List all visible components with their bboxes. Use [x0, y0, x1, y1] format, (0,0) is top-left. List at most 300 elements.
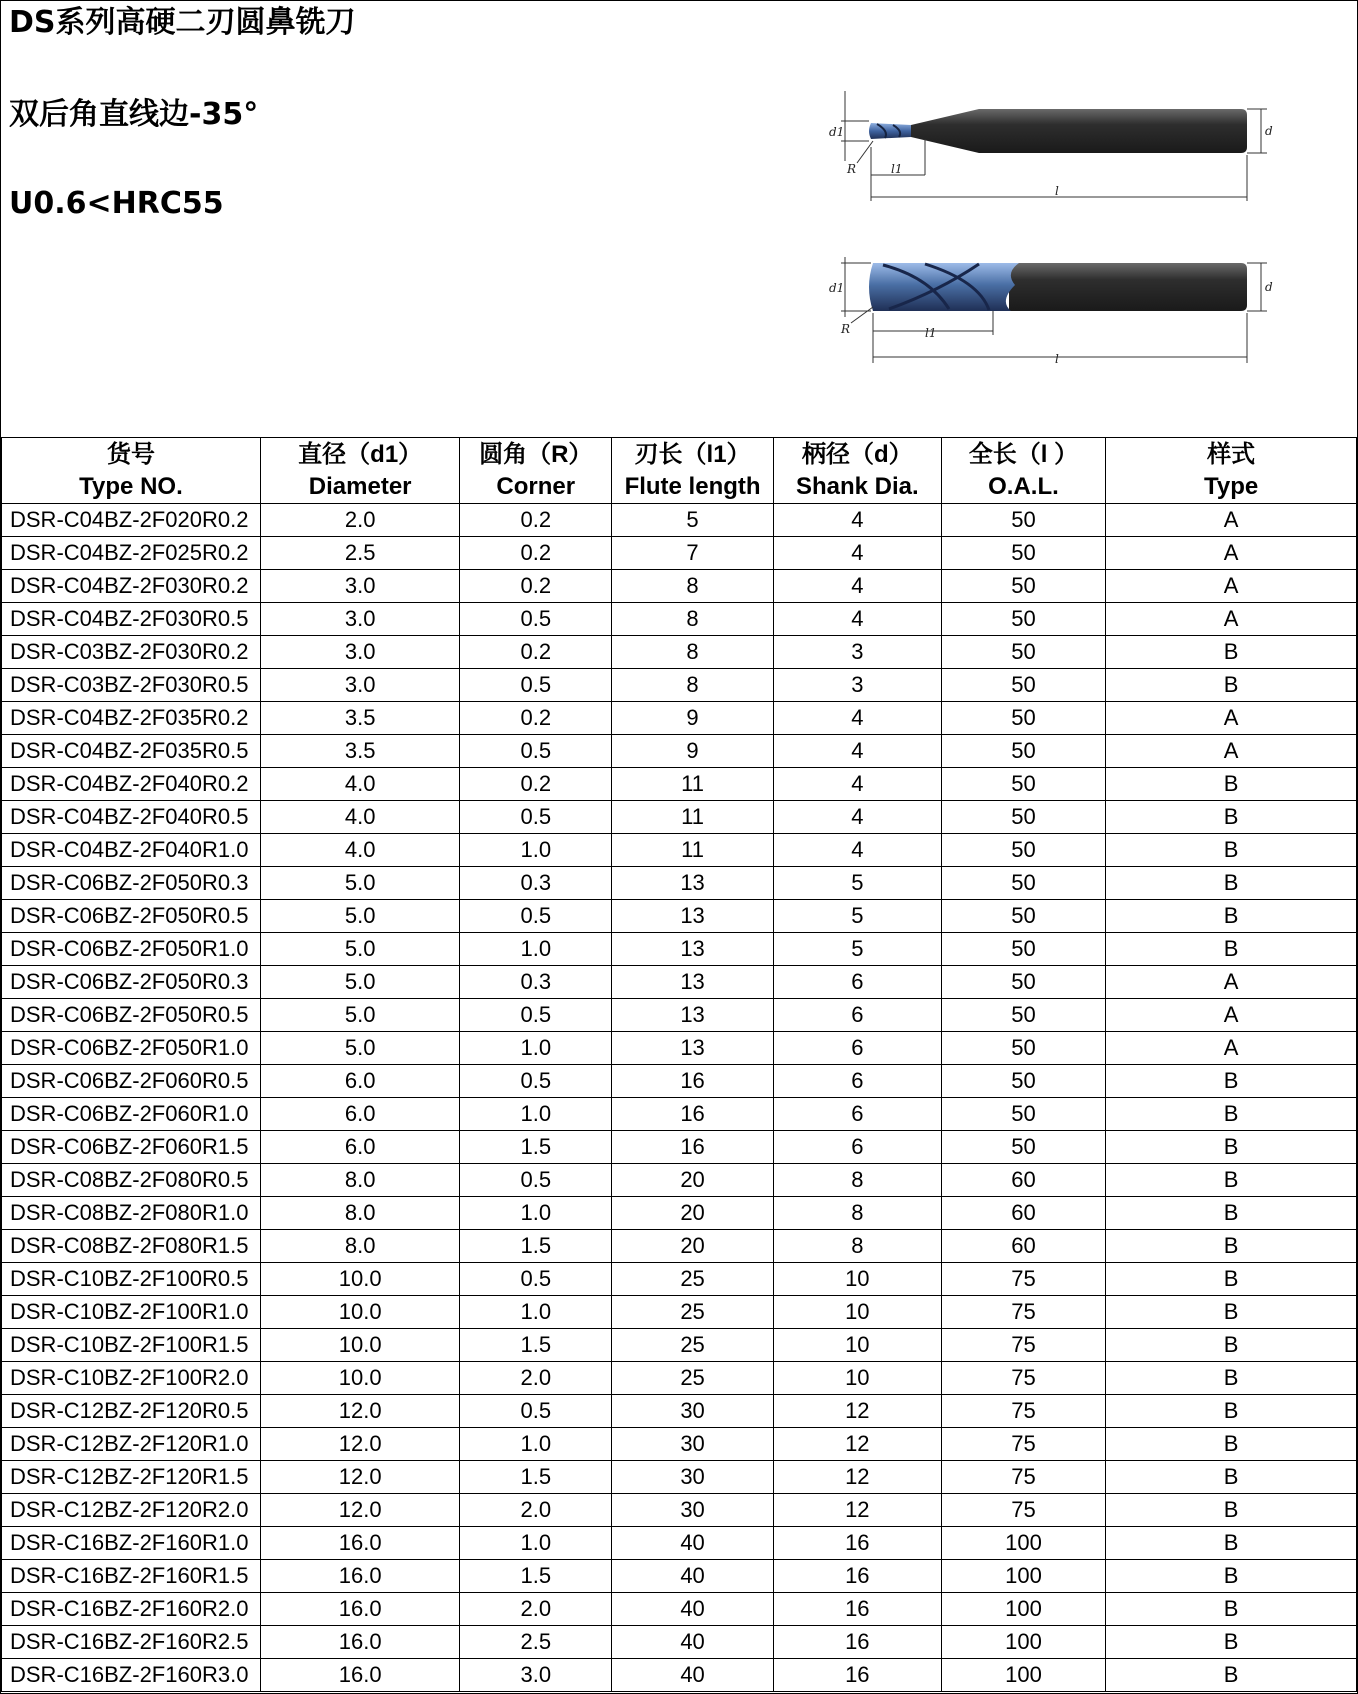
cell-diameter: 12.0 — [260, 1395, 459, 1428]
cell-type-no: DSR-C06BZ-2F060R1.5 — [2, 1131, 261, 1164]
col-header-corner — [460, 438, 612, 504]
cell-flute-length: 20 — [612, 1197, 774, 1230]
cell-type-no: DSR-C16BZ-2F160R1.5 — [2, 1560, 261, 1593]
cell-shank-dia: 6 — [773, 1098, 941, 1131]
cell-shank-dia: 5 — [773, 900, 941, 933]
table-row — [2, 1560, 1357, 1593]
cell-corner: 1.5 — [460, 1131, 612, 1164]
cell-corner: 0.5 — [460, 900, 612, 933]
col-header-flute-length — [612, 438, 774, 504]
cell-oal: 50 — [941, 999, 1106, 1032]
cell-flute-length: 40 — [612, 1626, 774, 1659]
cell-corner: 1.0 — [460, 1098, 612, 1131]
table-row — [2, 504, 1357, 537]
cell-flute-length: 25 — [612, 1329, 774, 1362]
table-row — [2, 1626, 1357, 1659]
cell-type: A — [1106, 702, 1357, 735]
cell-type-no: DSR-C06BZ-2F050R1.0 — [2, 933, 261, 966]
cell-type-no: DSR-C04BZ-2F025R0.2 — [2, 537, 261, 570]
cell-flute-length: 11 — [612, 834, 774, 867]
table-row — [2, 1164, 1357, 1197]
label-l: l — [1055, 184, 1059, 198]
cell-type-no: DSR-C10BZ-2F100R1.5 — [2, 1329, 261, 1362]
cell-type: B — [1106, 1395, 1357, 1428]
table-row — [2, 1428, 1357, 1461]
cell-oal: 50 — [941, 735, 1106, 768]
label-l1: l1 — [891, 162, 903, 176]
col-header-type — [1106, 438, 1357, 504]
table-row — [2, 966, 1357, 999]
cell-type: B — [1106, 933, 1357, 966]
cell-flute-length: 40 — [612, 1560, 774, 1593]
cell-corner: 0.5 — [460, 603, 612, 636]
cell-type-no: DSR-C16BZ-2F160R3.0 — [2, 1659, 261, 1692]
table-row — [2, 1263, 1357, 1296]
cell-corner: 1.0 — [460, 933, 612, 966]
table-row — [2, 1395, 1357, 1428]
cell-type: B — [1106, 1230, 1357, 1263]
shank-shape — [979, 109, 1247, 153]
cell-corner: 0.5 — [460, 669, 612, 702]
cell-shank-dia: 8 — [773, 1230, 941, 1263]
cell-oal: 50 — [941, 702, 1106, 735]
cell-type-no: DSR-C08BZ-2F080R0.5 — [2, 1164, 261, 1197]
table-row — [2, 867, 1357, 900]
cell-corner: 1.0 — [460, 1428, 612, 1461]
cell-oal: 100 — [941, 1527, 1106, 1560]
header-en: O.A.L. — [988, 472, 1059, 500]
cell-shank-dia: 6 — [773, 966, 941, 999]
cell-type-no: DSR-C12BZ-2F120R1.0 — [2, 1428, 261, 1461]
header-en: Corner — [496, 472, 576, 500]
cell-type: B — [1106, 834, 1357, 867]
cell-diameter: 2.5 — [260, 537, 459, 570]
spec-table — [1, 437, 1357, 1692]
cell-type-no: DSR-C08BZ-2F080R1.5 — [2, 1230, 261, 1263]
cell-diameter: 6.0 — [260, 1065, 459, 1098]
cell-type: B — [1106, 636, 1357, 669]
cell-type: B — [1106, 801, 1357, 834]
cell-type-no: DSR-C12BZ-2F120R1.5 — [2, 1461, 261, 1494]
cell-flute-length: 40 — [612, 1659, 774, 1692]
table-row — [2, 1131, 1357, 1164]
cell-flute-length: 7 — [612, 537, 774, 570]
cell-flute-length: 13 — [612, 933, 774, 966]
cell-type: B — [1106, 1065, 1357, 1098]
cell-type: B — [1106, 1098, 1357, 1131]
header-zh: 圆角（R） — [479, 440, 593, 468]
cell-type-no: DSR-C12BZ-2F120R2.0 — [2, 1494, 261, 1527]
cell-flute-length: 20 — [612, 1230, 774, 1263]
cell-type-no: DSR-C16BZ-2F160R1.0 — [2, 1527, 261, 1560]
cell-diameter: 10.0 — [260, 1362, 459, 1395]
cell-type: B — [1106, 1263, 1357, 1296]
cell-flute-length: 16 — [612, 1065, 774, 1098]
cell-shank-dia: 10 — [773, 1263, 941, 1296]
cutting-head-shape — [869, 123, 911, 139]
cell-shank-dia: 4 — [773, 702, 941, 735]
cell-flute-length: 13 — [612, 1032, 774, 1065]
cell-shank-dia: 4 — [773, 768, 941, 801]
cell-type-no: DSR-C10BZ-2F100R1.0 — [2, 1296, 261, 1329]
tool-drawing-type-a-svg — [829, 81, 1289, 211]
cell-shank-dia: 5 — [773, 867, 941, 900]
cell-type: B — [1106, 1593, 1357, 1626]
cell-diameter: 5.0 — [260, 966, 459, 999]
table-row — [2, 1494, 1357, 1527]
cell-corner: 2.0 — [460, 1593, 612, 1626]
cell-type-no: DSR-C12BZ-2F120R0.5 — [2, 1395, 261, 1428]
cell-flute-length: 30 — [612, 1428, 774, 1461]
cell-corner: 0.5 — [460, 1395, 612, 1428]
cell-corner: 2.5 — [460, 1626, 612, 1659]
cell-type: B — [1106, 1527, 1357, 1560]
cell-shank-dia: 16 — [773, 1593, 941, 1626]
label-d1: d1 — [829, 125, 845, 139]
tool-drawing-type-b-svg — [829, 251, 1289, 376]
cell-corner: 2.0 — [460, 1362, 612, 1395]
cell-flute-length: 13 — [612, 867, 774, 900]
cell-oal: 100 — [941, 1626, 1106, 1659]
table-row — [2, 603, 1357, 636]
table-row — [2, 1065, 1357, 1098]
header-zh: 全长（l ） — [968, 440, 1079, 468]
cell-diameter: 5.0 — [260, 933, 459, 966]
cell-corner: 0.5 — [460, 1065, 612, 1098]
cell-oal: 50 — [941, 900, 1106, 933]
cell-corner: 0.3 — [460, 966, 612, 999]
table-row — [2, 669, 1357, 702]
cell-type: B — [1106, 1494, 1357, 1527]
cell-shank-dia: 4 — [773, 834, 941, 867]
cell-type-no: DSR-C04BZ-2F030R0.2 — [2, 570, 261, 603]
cell-type: A — [1106, 504, 1357, 537]
cell-diameter: 5.0 — [260, 999, 459, 1032]
cell-flute-length: 8 — [612, 603, 774, 636]
label-d: d — [1265, 280, 1273, 294]
table-row — [2, 1461, 1357, 1494]
cell-shank-dia: 8 — [773, 1197, 941, 1230]
cell-flute-length: 8 — [612, 636, 774, 669]
table-row — [2, 1098, 1357, 1131]
cell-corner: 0.3 — [460, 867, 612, 900]
cell-type: A — [1106, 570, 1357, 603]
header-en: Shank Dia. — [795, 472, 919, 500]
cell-shank-dia: 16 — [773, 1560, 941, 1593]
cell-corner: 3.0 — [460, 1659, 612, 1692]
cell-corner: 1.5 — [460, 1560, 612, 1593]
cell-corner: 1.0 — [460, 1296, 612, 1329]
cell-oal: 50 — [941, 801, 1106, 834]
header-zh: 货号 — [106, 440, 155, 468]
cell-type: B — [1106, 1659, 1357, 1692]
cell-type: A — [1106, 999, 1357, 1032]
cell-corner: 0.2 — [460, 702, 612, 735]
cell-flute-length: 30 — [612, 1494, 774, 1527]
cell-diameter: 3.0 — [260, 669, 459, 702]
product-subtitle: 双后角直线边-35° — [9, 97, 259, 132]
cell-shank-dia: 4 — [773, 504, 941, 537]
cell-diameter: 10.0 — [260, 1329, 459, 1362]
cell-oal: 50 — [941, 636, 1106, 669]
cell-corner: 0.2 — [460, 504, 612, 537]
table-header-row — [2, 438, 1357, 504]
cell-corner: 0.5 — [460, 735, 612, 768]
cell-corner: 0.5 — [460, 801, 612, 834]
table-row — [2, 570, 1357, 603]
cell-type-no: DSR-C04BZ-2F030R0.5 — [2, 603, 261, 636]
cell-shank-dia: 10 — [773, 1362, 941, 1395]
col-header-diameter — [260, 438, 459, 504]
cell-oal: 75 — [941, 1296, 1106, 1329]
cell-corner: 0.5 — [460, 999, 612, 1032]
cell-flute-length: 16 — [612, 1131, 774, 1164]
label-l: l — [1055, 352, 1059, 366]
table-row — [2, 1362, 1357, 1395]
tool-drawing-type-b — [829, 251, 1289, 376]
label-l1: l1 — [925, 326, 937, 340]
table-row — [2, 1593, 1357, 1626]
cell-oal: 50 — [941, 834, 1106, 867]
cell-shank-dia: 3 — [773, 636, 941, 669]
cell-diameter: 8.0 — [260, 1230, 459, 1263]
cell-flute-length: 13 — [612, 999, 774, 1032]
cell-corner: 1.5 — [460, 1329, 612, 1362]
cell-shank-dia: 3 — [773, 669, 941, 702]
header-en: Type — [1204, 472, 1259, 500]
cell-type-no: DSR-C04BZ-2F035R0.5 — [2, 735, 261, 768]
table-row — [2, 1659, 1357, 1692]
cell-diameter: 3.0 — [260, 603, 459, 636]
label-r: R — [847, 162, 857, 176]
col-header-type-no — [2, 438, 261, 504]
header-zh: 直径（d1） — [298, 440, 423, 468]
cell-oal: 50 — [941, 603, 1106, 636]
cell-shank-dia: 16 — [773, 1626, 941, 1659]
cell-diameter: 16.0 — [260, 1626, 459, 1659]
table-row — [2, 768, 1357, 801]
cell-type: B — [1106, 669, 1357, 702]
cell-shank-dia: 5 — [773, 933, 941, 966]
cell-type-no: DSR-C04BZ-2F040R0.2 — [2, 768, 261, 801]
cell-corner: 1.0 — [460, 1527, 612, 1560]
cell-corner: 1.0 — [460, 1032, 612, 1065]
cell-shank-dia: 10 — [773, 1296, 941, 1329]
cell-oal: 60 — [941, 1230, 1106, 1263]
table-row — [2, 801, 1357, 834]
cell-shank-dia: 12 — [773, 1395, 941, 1428]
cell-shank-dia: 16 — [773, 1659, 941, 1692]
cell-flute-length: 16 — [612, 1098, 774, 1131]
cell-diameter: 3.5 — [260, 735, 459, 768]
table-row — [2, 537, 1357, 570]
cell-diameter: 8.0 — [260, 1197, 459, 1230]
cell-type: B — [1106, 1164, 1357, 1197]
table-row — [2, 636, 1357, 669]
cell-diameter: 3.0 — [260, 570, 459, 603]
tool-drawing-type-a — [829, 81, 1289, 211]
col-header-shank-dia — [773, 438, 941, 504]
cell-oal: 50 — [941, 570, 1106, 603]
cell-shank-dia: 4 — [773, 570, 941, 603]
cell-shank-dia: 10 — [773, 1329, 941, 1362]
cell-flute-length: 20 — [612, 1164, 774, 1197]
cell-type-no: DSR-C06BZ-2F060R0.5 — [2, 1065, 261, 1098]
table-body — [2, 504, 1357, 1692]
cell-oal: 75 — [941, 1461, 1106, 1494]
cell-type: B — [1106, 1626, 1357, 1659]
table-row — [2, 702, 1357, 735]
cell-oal: 50 — [941, 504, 1106, 537]
cell-diameter: 4.0 — [260, 768, 459, 801]
cell-type: B — [1106, 900, 1357, 933]
cell-flute-length: 8 — [612, 570, 774, 603]
table-row — [2, 1230, 1357, 1263]
cell-corner: 0.2 — [460, 570, 612, 603]
cell-corner: 0.5 — [460, 1164, 612, 1197]
cell-type: B — [1106, 1560, 1357, 1593]
cell-oal: 75 — [941, 1428, 1106, 1461]
cell-type: B — [1106, 867, 1357, 900]
cell-type-no: DSR-C04BZ-2F035R0.2 — [2, 702, 261, 735]
cell-diameter: 16.0 — [260, 1659, 459, 1692]
cell-flute-length: 11 — [612, 801, 774, 834]
cell-type: A — [1106, 1032, 1357, 1065]
cell-flute-length: 40 — [612, 1593, 774, 1626]
table-row — [2, 1296, 1357, 1329]
cell-flute-length: 40 — [612, 1527, 774, 1560]
cell-diameter: 16.0 — [260, 1527, 459, 1560]
cell-type: B — [1106, 768, 1357, 801]
cell-type: B — [1106, 1428, 1357, 1461]
hardness-spec: U0.6<HRC55 — [9, 186, 224, 221]
cell-type-no: DSR-C06BZ-2F050R1.0 — [2, 1032, 261, 1065]
cell-type-no: DSR-C04BZ-2F040R1.0 — [2, 834, 261, 867]
cell-type: A — [1106, 537, 1357, 570]
cell-flute-length: 11 — [612, 768, 774, 801]
cell-flute-length: 13 — [612, 900, 774, 933]
cell-shank-dia: 6 — [773, 1032, 941, 1065]
cell-type: B — [1106, 1197, 1357, 1230]
cell-oal: 50 — [941, 1032, 1106, 1065]
header-en: Diameter — [308, 472, 412, 500]
cell-type: A — [1106, 966, 1357, 999]
cell-type: B — [1106, 1362, 1357, 1395]
cell-flute-length: 30 — [612, 1461, 774, 1494]
cell-corner: 1.5 — [460, 1230, 612, 1263]
cell-shank-dia: 12 — [773, 1428, 941, 1461]
cell-type-no: DSR-C16BZ-2F160R2.0 — [2, 1593, 261, 1626]
cell-oal: 60 — [941, 1197, 1106, 1230]
cell-type-no: DSR-C06BZ-2F050R0.5 — [2, 999, 261, 1032]
cell-oal: 75 — [941, 1395, 1106, 1428]
cell-flute-length: 9 — [612, 735, 774, 768]
cell-type-no: DSR-C10BZ-2F100R0.5 — [2, 1263, 261, 1296]
cell-shank-dia: 6 — [773, 1131, 941, 1164]
cell-type-no: DSR-C06BZ-2F050R0.5 — [2, 900, 261, 933]
cell-corner: 0.5 — [460, 1263, 612, 1296]
cell-type-no: DSR-C06BZ-2F050R0.3 — [2, 867, 261, 900]
cell-corner: 0.2 — [460, 636, 612, 669]
cell-corner: 2.0 — [460, 1494, 612, 1527]
cell-shank-dia: 16 — [773, 1527, 941, 1560]
cell-oal: 100 — [941, 1659, 1106, 1692]
cell-shank-dia: 12 — [773, 1494, 941, 1527]
cell-type-no: DSR-C08BZ-2F080R1.0 — [2, 1197, 261, 1230]
table-row — [2, 1329, 1357, 1362]
header-zh: 柄径（d） — [801, 440, 913, 468]
cell-shank-dia: 4 — [773, 801, 941, 834]
cell-flute-length: 25 — [612, 1296, 774, 1329]
cell-shank-dia: 6 — [773, 1065, 941, 1098]
cell-corner: 1.0 — [460, 834, 612, 867]
cell-type-no: DSR-C10BZ-2F100R2.0 — [2, 1362, 261, 1395]
cell-shank-dia: 8 — [773, 1164, 941, 1197]
cell-type-no: DSR-C04BZ-2F020R0.2 — [2, 504, 261, 537]
cell-oal: 50 — [941, 1131, 1106, 1164]
cell-flute-length: 9 — [612, 702, 774, 735]
cell-oal: 50 — [941, 966, 1106, 999]
cell-oal: 75 — [941, 1494, 1106, 1527]
cell-diameter: 8.0 — [260, 1164, 459, 1197]
cell-flute-length: 25 — [612, 1263, 774, 1296]
cell-diameter: 12.0 — [260, 1428, 459, 1461]
cell-oal: 60 — [941, 1164, 1106, 1197]
cell-oal: 75 — [941, 1362, 1106, 1395]
cell-diameter: 10.0 — [260, 1296, 459, 1329]
cell-flute-length: 8 — [612, 669, 774, 702]
cell-diameter: 10.0 — [260, 1263, 459, 1296]
cell-diameter: 5.0 — [260, 1032, 459, 1065]
cell-shank-dia: 4 — [773, 537, 941, 570]
cell-diameter: 5.0 — [260, 867, 459, 900]
cell-diameter: 16.0 — [260, 1560, 459, 1593]
cell-diameter: 6.0 — [260, 1131, 459, 1164]
cell-diameter: 5.0 — [260, 900, 459, 933]
label-d1: d1 — [829, 281, 845, 295]
cell-oal: 100 — [941, 1593, 1106, 1626]
cell-type: B — [1106, 1296, 1357, 1329]
cell-type-no: DSR-C06BZ-2F060R1.0 — [2, 1098, 261, 1131]
header-en: Flute length — [624, 472, 761, 500]
table-row — [2, 735, 1357, 768]
header-zh: 刃长（l1） — [634, 440, 751, 468]
cell-type: B — [1106, 1461, 1357, 1494]
header-panel — [1, 1, 1357, 437]
table-row — [2, 1527, 1357, 1560]
cell-oal: 75 — [941, 1263, 1106, 1296]
table-row — [2, 900, 1357, 933]
cell-oal: 100 — [941, 1560, 1106, 1593]
cell-corner: 1.5 — [460, 1461, 612, 1494]
cell-type-no: DSR-C16BZ-2F160R2.5 — [2, 1626, 261, 1659]
cell-diameter: 16.0 — [260, 1593, 459, 1626]
table-row — [2, 1197, 1357, 1230]
product-title: DS系列高硬二刃圆鼻铣刀 — [9, 5, 356, 40]
table-row — [2, 1032, 1357, 1065]
cell-diameter: 3.5 — [260, 702, 459, 735]
header-en: Type NO. — [79, 472, 183, 500]
cell-diameter: 2.0 — [260, 504, 459, 537]
cell-type: B — [1106, 1329, 1357, 1362]
cell-oal: 50 — [941, 1065, 1106, 1098]
cell-flute-length: 30 — [612, 1395, 774, 1428]
cell-diameter: 4.0 — [260, 834, 459, 867]
cell-corner: 0.2 — [460, 537, 612, 570]
cell-oal: 75 — [941, 1329, 1106, 1362]
cell-type-no: DSR-C03BZ-2F030R0.5 — [2, 669, 261, 702]
cell-diameter: 12.0 — [260, 1461, 459, 1494]
